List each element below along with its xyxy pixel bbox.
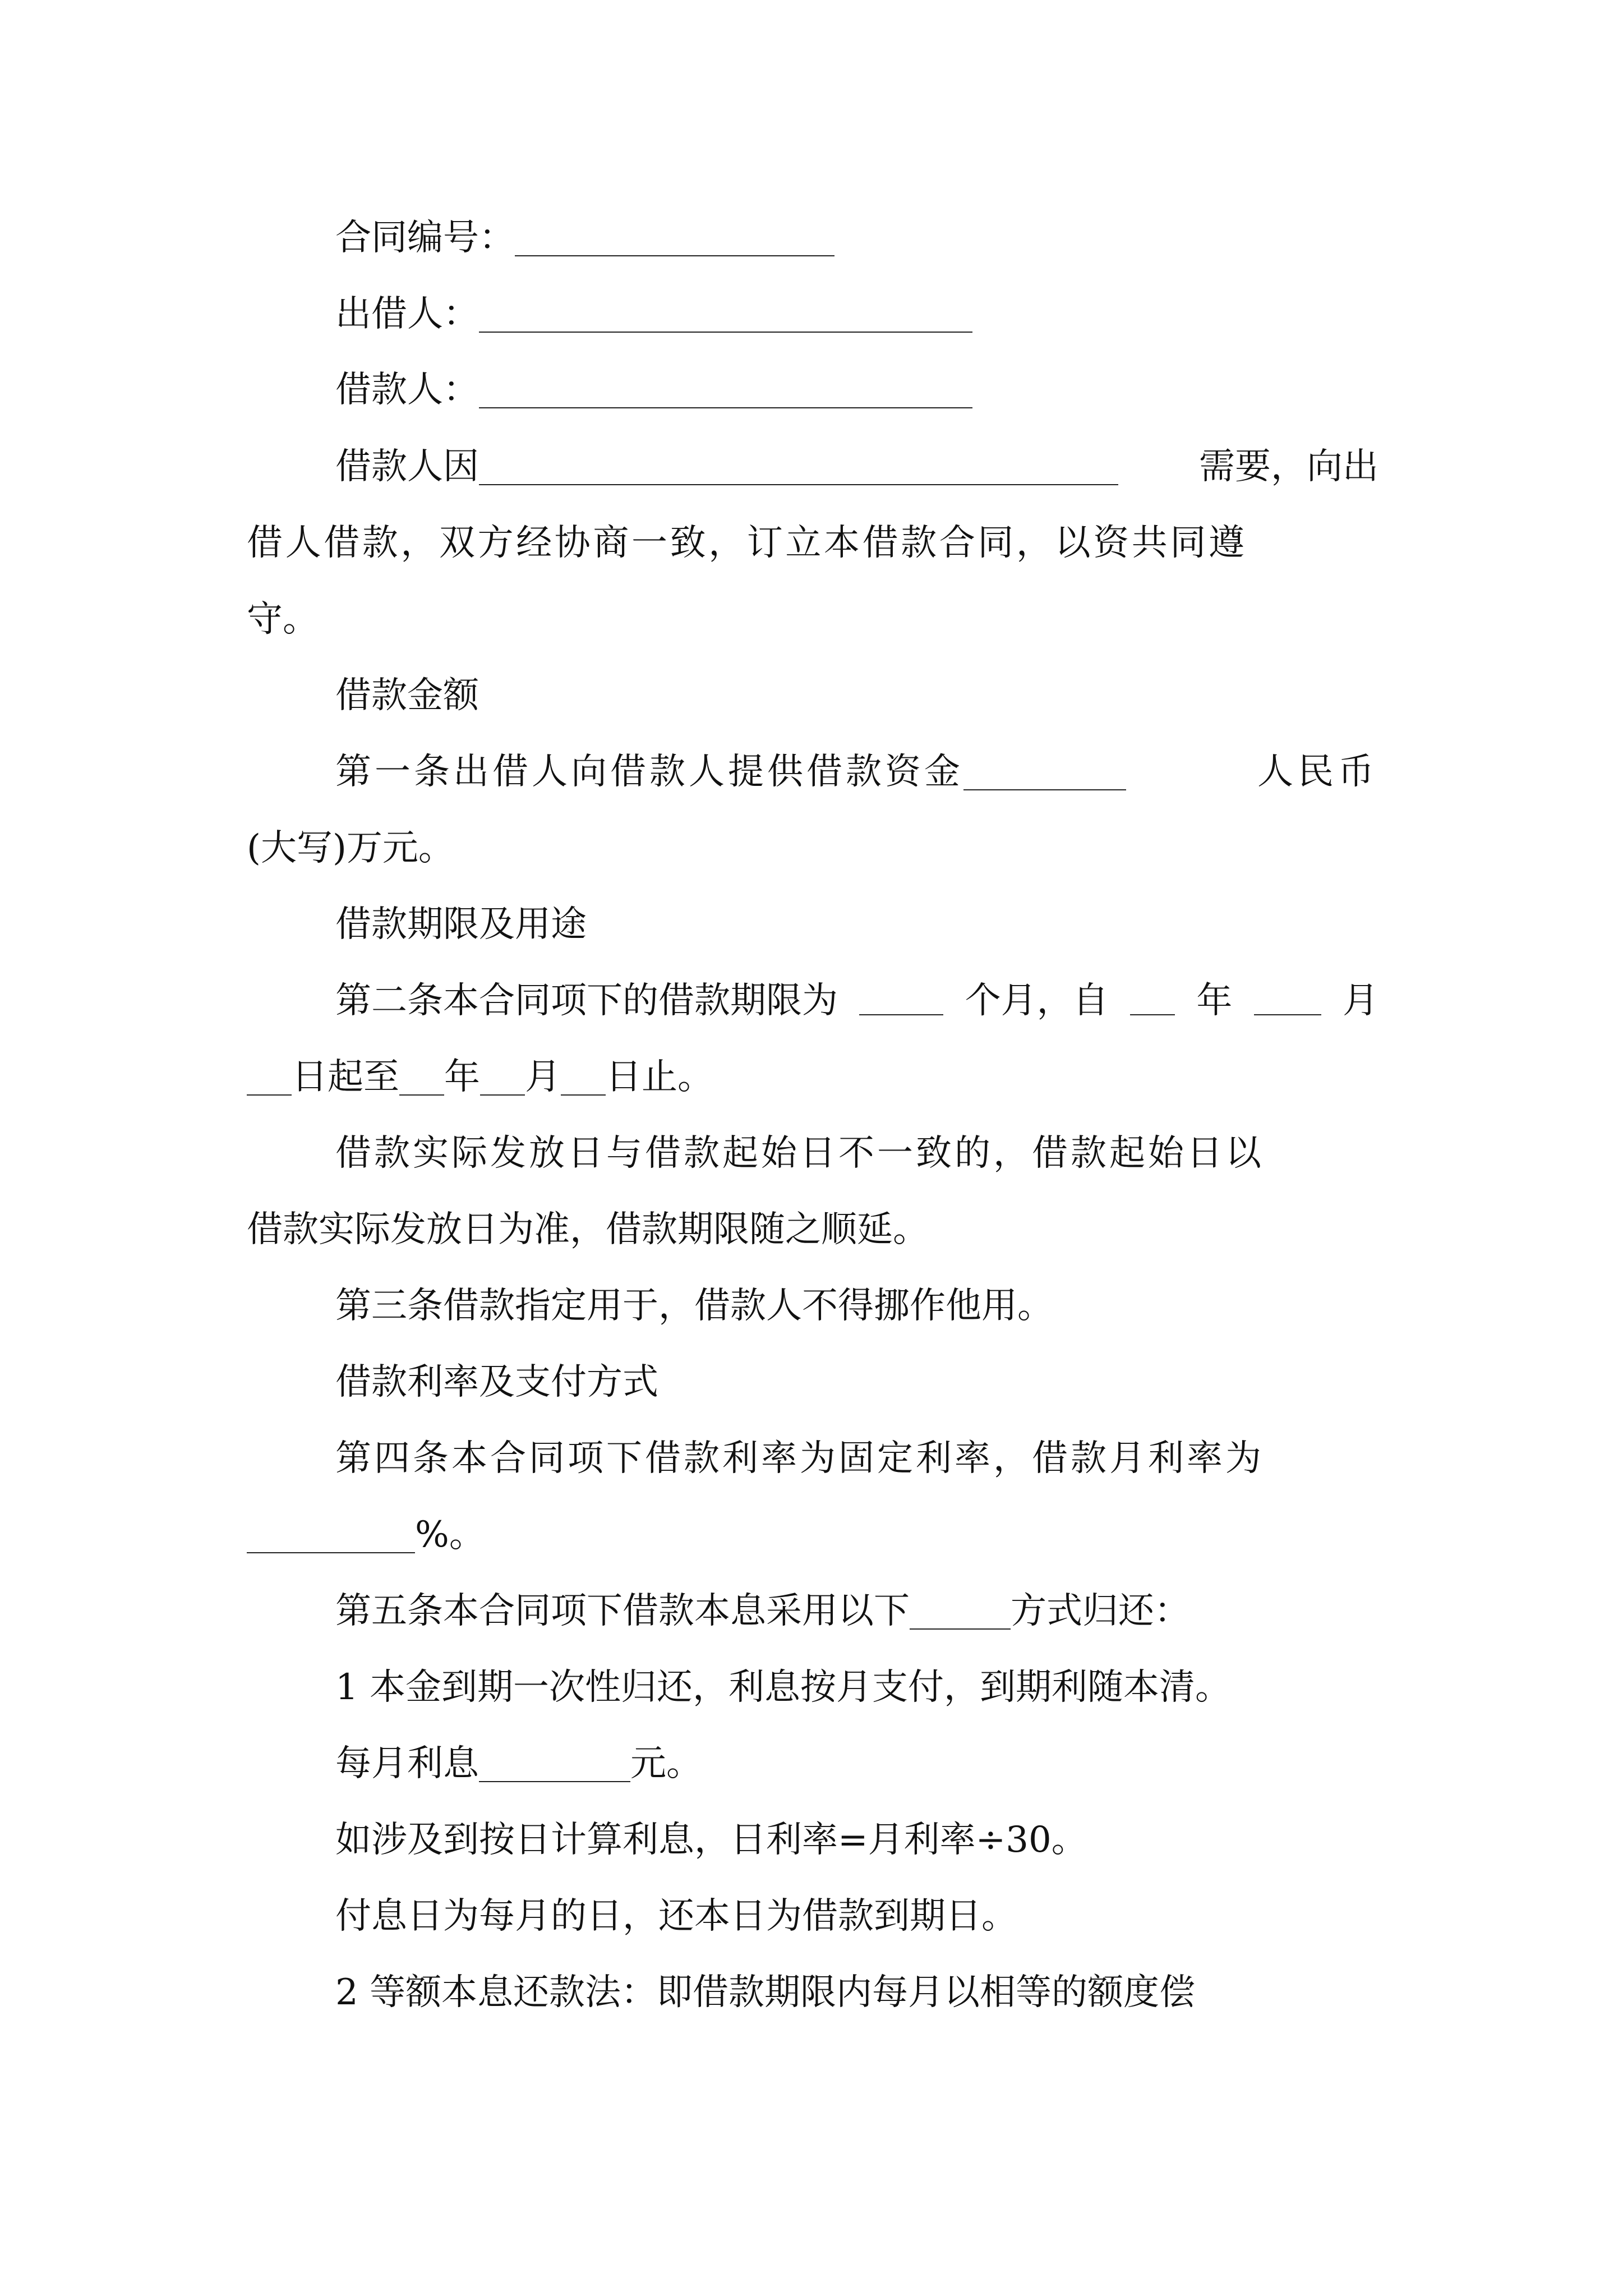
- article-2-line-1: [335, 978, 1378, 1023]
- borrower-label: 借款人：: [335, 369, 479, 411]
- lender-field[interactable]: [479, 296, 972, 333]
- article-2-text-2: 个月，自: [965, 980, 1109, 1022]
- end-day-field[interactable]: [561, 1059, 606, 1096]
- article-2-line-2: [247, 1055, 713, 1099]
- article-2-text-4: 月: [1342, 980, 1378, 1022]
- article-4-text-b: %。: [415, 1514, 485, 1556]
- section-loan-term: 借款期限及用途: [335, 904, 587, 945]
- article-2-text-6: 年: [444, 1056, 480, 1098]
- monthly-interest-unit: 元。: [630, 1743, 702, 1784]
- borrower-row: [335, 367, 972, 412]
- intro-line-3: 守。: [247, 599, 319, 640]
- start-day-field[interactable]: [247, 1059, 292, 1096]
- lender-label: 出借人：: [335, 293, 479, 335]
- article-2-text-1: 第二条本合同项下的借款期限为: [335, 980, 838, 1022]
- start-month-field[interactable]: [1254, 978, 1321, 1015]
- daily-rate-line: 如涉及到按日计算利息，日利率=月利率÷30。: [335, 1819, 1087, 1861]
- intro-line-2: 借人借款，双方经协商一致，订立本借款合同，以资共同遵: [247, 522, 1247, 564]
- contract-number-field[interactable]: [515, 219, 834, 256]
- article-3: 第三条借款指定用于，借款人不得挪作他用。: [335, 1285, 1053, 1327]
- intro-text-b: 需要，向出: [1199, 446, 1378, 487]
- repayment-method-field[interactable]: [910, 1593, 1011, 1630]
- end-year-field[interactable]: [399, 1059, 444, 1096]
- pay-day-line: 付息日为每月的日，还本日为借款到期日。: [335, 1895, 1017, 1937]
- article-2b-line-2: 借款实际发放日为准，借款期限随之顺延。: [247, 1209, 929, 1250]
- article-1-line-2: (大写)万元。: [247, 827, 454, 869]
- end-month-field[interactable]: [480, 1059, 525, 1096]
- monthly-rate-field[interactable]: [247, 1516, 415, 1553]
- article-2-text-5: 日起至: [292, 1056, 399, 1098]
- article-2b-line-1: 借款实际发放日与借款起始日不一致的，借款起始日以: [335, 1133, 1264, 1174]
- term-months-field[interactable]: [859, 978, 943, 1015]
- section-interest-rate: 借款利率及支付方式: [335, 1361, 658, 1403]
- section-loan-amount: 借款金额: [335, 675, 479, 716]
- intro-text-a: 借款人因: [335, 446, 479, 487]
- intro-line-1: [335, 444, 1378, 489]
- lender-row: [335, 292, 972, 337]
- article-5: [335, 1589, 1190, 1634]
- article-1-text-a: 第一条出借人向借款人提供借款资金: [335, 751, 963, 793]
- repayment-option-2: 2 等额本息还款法：即借款期限内每月以相等的额度偿: [335, 1972, 1196, 2013]
- article-1-text-b: 人民币: [1257, 751, 1378, 793]
- article-2-text-7: 月: [525, 1056, 561, 1098]
- article-4-line-1: 第四条本合同项下借款利率为固定利率，借款月利率为: [335, 1438, 1264, 1479]
- article-4-line-2: [247, 1512, 485, 1557]
- contract-number-row: [335, 215, 834, 260]
- monthly-interest-row: [335, 1741, 702, 1786]
- repayment-option-1: 1 本金到期一次性归还，利息按月支付，到期利随本清。: [335, 1667, 1232, 1708]
- article-5-text-a: 第五条本合同项下借款本息采用以下: [335, 1590, 910, 1632]
- start-year-field[interactable]: [1130, 978, 1175, 1015]
- article-2-text-3: 年: [1196, 980, 1233, 1022]
- loan-amount-field[interactable]: [963, 753, 1126, 790]
- monthly-interest-field[interactable]: [479, 1745, 630, 1782]
- article-1-line-1: [335, 749, 1378, 794]
- borrower-field[interactable]: [479, 371, 972, 408]
- loan-purpose-field[interactable]: [479, 448, 1118, 485]
- monthly-interest-label: 每月利息: [335, 1743, 479, 1784]
- article-2-text-8: 日止。: [606, 1056, 713, 1098]
- article-5-text-b: 方式归还：: [1011, 1590, 1190, 1632]
- contract-number-label: 合同编号：: [335, 217, 515, 259]
